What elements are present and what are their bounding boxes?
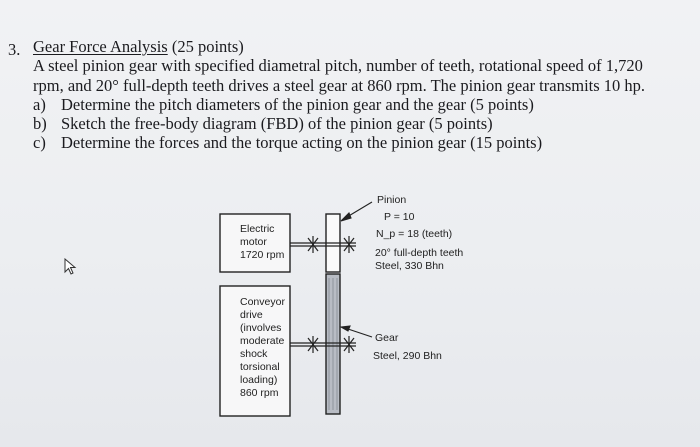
pinion-pitch: P = 10 [384,211,415,223]
conveyor-line-5: shock [240,348,268,360]
gear-material: Steel, 290 Bhn [373,350,442,362]
conveyor-line-6: torsional [240,361,280,373]
statement-line-1: A steel pinion gear with specified diametral pitch, number of teeth, rotational speed of 1,720 [33,56,643,75]
conveyor-line-7: loading) [240,374,278,386]
motor-line-1: Electric [240,223,275,235]
part-a-text: Determine the pitch diameters of the pinion gear and the gear (5 points) [61,95,534,114]
pinion-leader-arrowhead [341,213,351,221]
question-title: Gear Force Analysis [33,37,168,56]
mouse-pointer-icon [64,258,78,276]
pinion-profile: 20° full-depth teeth [375,247,464,259]
pinion-title: Pinion [377,194,407,206]
statement-line-2: rpm, and 20° full-depth teeth drives a steel gear at 860 rpm. The pinion gear transmits 10 hp. [33,76,646,95]
part-b-text: Sketch the free-body diagram (FBD) of the pinion gear (5 points) [61,114,493,133]
pinion-material: Steel, 330 Bhn [375,260,444,272]
motor-line-3: 1720 rpm [240,249,285,261]
question-points: (25 points) [171,37,244,56]
gear-leader-arrowhead [341,326,350,331]
question-number: 3. [8,40,21,59]
pinion-teeth: N_p = 18 (teeth) [376,228,453,240]
part-c-text: Determine the forces and the torque acting on the pinion gear (15 points) [61,133,543,152]
gear-title: Gear [375,332,399,344]
conveyor-line-1: Conveyor [240,296,285,308]
motor-line-2: motor [240,236,267,248]
conveyor-line-8: 860 rpm [240,387,279,399]
part-b-label: b) [33,114,47,133]
conveyor-line-4: moderate [240,335,285,347]
part-c-label: c) [33,133,46,152]
conveyor-line-2: drive [240,309,263,321]
conveyor-line-3: (involves [240,322,282,334]
part-a-label: a) [33,95,46,114]
